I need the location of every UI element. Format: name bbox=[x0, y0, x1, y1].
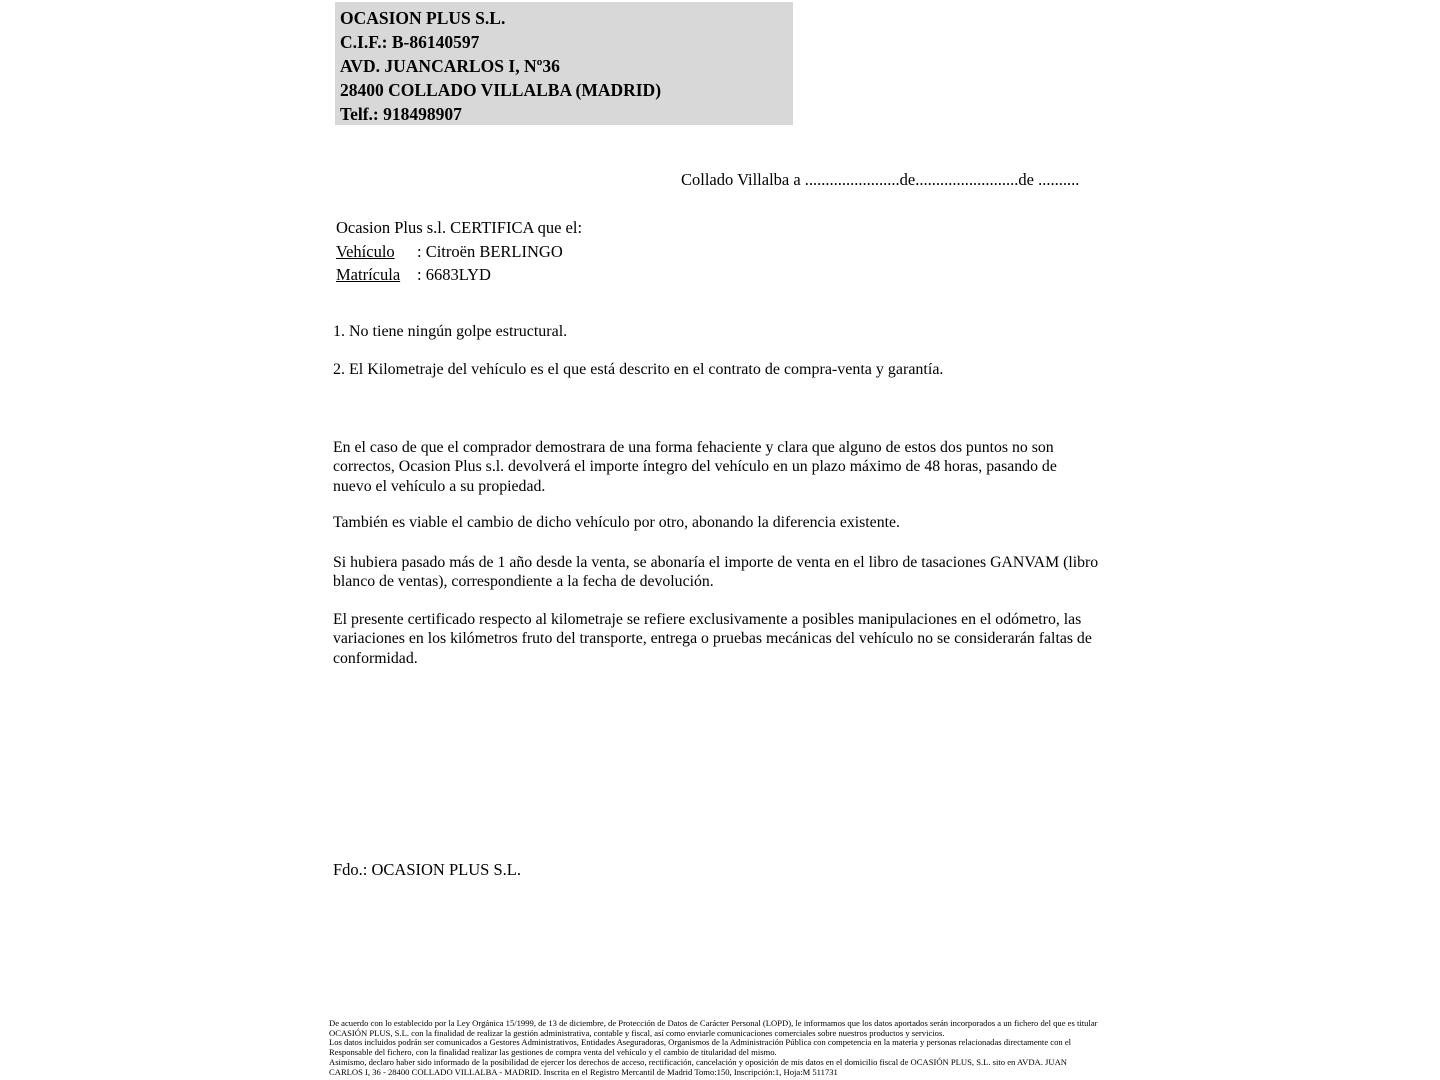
paragraph-ganvam: Si hubiera pasado más de 1 año desde la venta, se abonaría el importe de venta en el libro de tasaciones GANVAM (libro blanco de ventas), correspondiente a la fecha de devolución. bbox=[333, 554, 1099, 591]
plate-row bbox=[336, 263, 582, 287]
vehicle-label: Vehículo bbox=[336, 241, 395, 261]
plate-label: Matrícula bbox=[336, 265, 401, 284]
vehicle-separator: : bbox=[417, 241, 426, 261]
legal-paragraph-data-sharing: Los datos incluidos podrán ser comunicados a Gestores Administrativos, Entidades Aseguradoras, Organismos de la Administración Pública con competencia en la materia y personas relacionadas directamente con el Responsable del fichero, con la finalidad realizar las gestiones de compra venta del vehículo y el cambio de titularidad del mismo. bbox=[329, 1037, 1072, 1058]
company-address: AVD. JUANCARLOS I, Nº36 bbox=[340, 56, 560, 76]
company-name: OCASION PLUS S.L. bbox=[340, 8, 506, 28]
plate-value: 6683LYD bbox=[425, 265, 491, 284]
legal-paragraph-rights: Asimismo, declaro haber sido informado de la posibilidad de ejercer los derechos de acceso, rectificación, cancelación y oposición de mis datos en el domicilio fiscal de OCASIÓN PLUS, S.L. sito en AVDA. JUAN CARLOS I, 36 - 28400 COLLADO VILLALBA - MADRID. Inscrita en el Registro Mercantil de Madrid Tomo:150, Inscripción:1, Hoja:M 511731 bbox=[329, 1056, 1068, 1077]
company-header-block bbox=[335, 2, 793, 125]
point-2: 2. El Kilometraje del vehículo es el que está descrito en el contrato de compra-venta y garantía. bbox=[333, 361, 944, 378]
vehicle-row bbox=[336, 240, 582, 264]
paragraph-refund: En el caso de que el comprador demostrara de una forma fehaciente y clara que alguno de estos dos puntos no son correctos, Ocasion Plus s.l. devolverá el importe íntegro del vehículo en un plazo máximo de 48 horas, pasando de nuevo el vehículo a su propiedad. bbox=[333, 439, 1057, 495]
paragraph-odometer: El presente certificado respecto al kilometraje se refiere exclusivamente a posibles manipulaciones en el odómetro, las variaciones en los kilómetros fruto del transporte, entrega o pruebas mecánicas del vehículo no se considerarán faltas de conformidad. bbox=[333, 611, 1092, 667]
plate-separator: : bbox=[417, 265, 426, 284]
company-cif: C.I.F.: B-86140597 bbox=[340, 32, 480, 52]
company-city: 28400 COLLADO VILLALBA (MADRID) bbox=[340, 80, 662, 100]
certification-intro: Ocasion Plus s.l. CERTIFICA que el: bbox=[336, 218, 583, 237]
company-phone: Telf.: 918498907 bbox=[340, 104, 462, 124]
certification-section bbox=[336, 216, 582, 287]
legal-paragraph-lopd: De acuerdo con lo establecido por la Ley Orgánica 15/1999, de 13 de diciembre, de Protección de Datos de Carácter Personal (LOPD), le informamos que los datos aportados serán incorporados a un fichero del que es titular OCASIÓN PLUS, S.L. con la finalidad de realizar la gestión administrativa, contable y fiscal, así como enviarle comunicaciones comerciales sobre nuestros productos y servicios. bbox=[329, 1018, 1098, 1038]
vehicle-value: Citroën BERLINGO bbox=[425, 241, 563, 261]
legal-footer bbox=[329, 1019, 1103, 1077]
paragraph-exchange: También es viable el cambio de dicho vehículo por otro, abonando la diferencia existente. bbox=[333, 514, 900, 531]
signature-line: Fdo.: OCASION PLUS S.L. bbox=[333, 860, 521, 879]
date-line: Collado Villalba a .......................de.........................de .......... bbox=[681, 170, 1080, 189]
point-1: 1. No tiene ningún golpe estructural. bbox=[333, 323, 568, 340]
